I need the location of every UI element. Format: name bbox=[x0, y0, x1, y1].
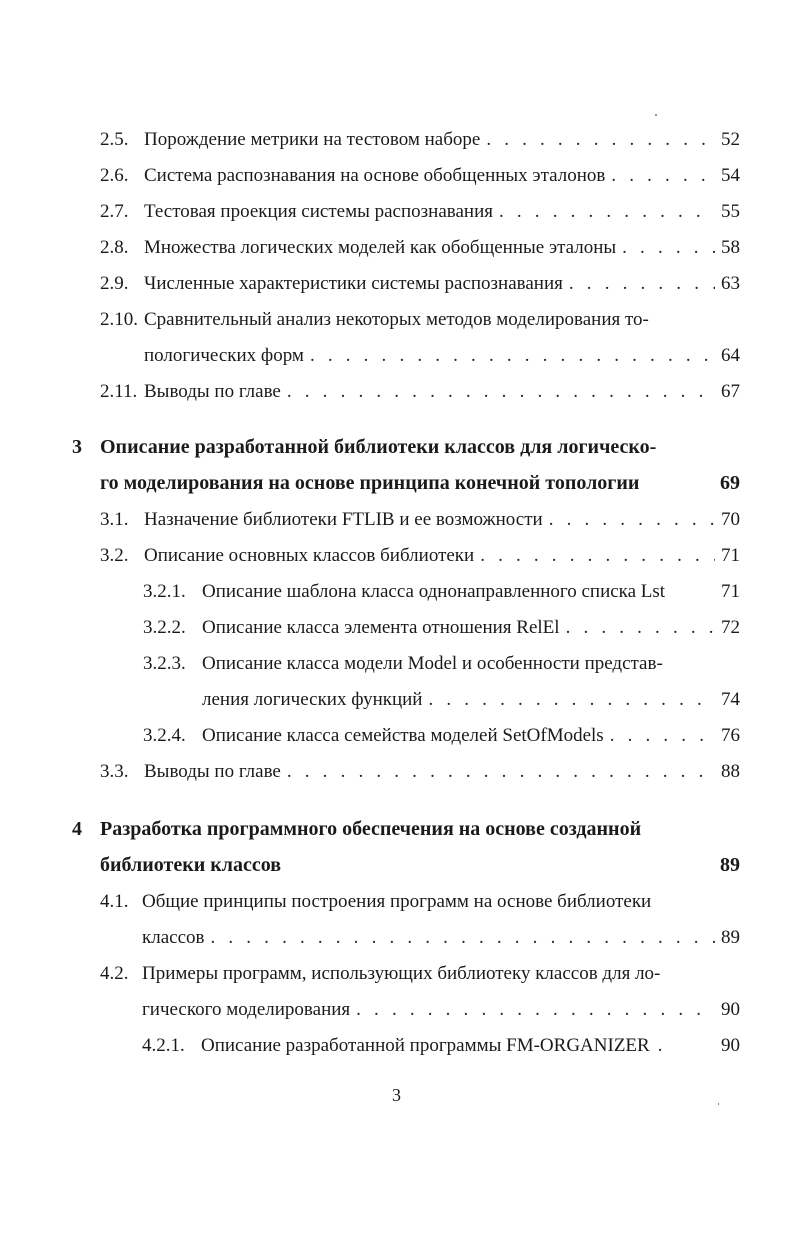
toc-entry[interactable] bbox=[100, 195, 740, 229]
entry-page: 70 bbox=[721, 509, 740, 530]
toc-entry[interactable] bbox=[100, 159, 740, 193]
chapter-number: 3 bbox=[72, 436, 82, 458]
chapter-title-line2[interactable] bbox=[100, 466, 740, 500]
entry-title: Описание шаблона класса однонаправленного списка Lst bbox=[202, 581, 666, 602]
leader-dot: . bbox=[657, 1035, 663, 1056]
entry-number: 3.2.2. bbox=[143, 617, 186, 638]
entry-title: Тестовая проекция системы распознавания bbox=[144, 201, 493, 222]
toc-entry[interactable] bbox=[100, 503, 740, 537]
entry-page: 74 bbox=[721, 689, 740, 710]
leader-dots bbox=[428, 683, 715, 717]
entry-page: 63 bbox=[721, 273, 740, 294]
leader-dots bbox=[356, 993, 715, 1027]
leader-dots bbox=[310, 339, 715, 373]
toc-subentry[interactable] bbox=[143, 719, 740, 753]
entry-title: Выводы по главе bbox=[144, 761, 281, 782]
chapter-number: 4 bbox=[72, 818, 82, 840]
entry-page: 54 bbox=[721, 165, 740, 186]
leader-dots bbox=[569, 267, 715, 301]
entry-number: 2.9. bbox=[100, 273, 129, 294]
chapter-title-line1[interactable]: Разработка программного обеспечения на основе созданной bbox=[100, 818, 642, 840]
entry-title: Выводы по главе bbox=[144, 381, 281, 402]
scan-speck bbox=[718, 1103, 719, 1105]
leader-dots bbox=[610, 719, 715, 753]
entry-page: 52 bbox=[721, 129, 740, 150]
toc-entry-line2[interactable] bbox=[144, 339, 740, 373]
entry-number: 3.3. bbox=[100, 761, 129, 782]
entry-number: 2.8. bbox=[100, 237, 129, 258]
toc-subentry[interactable] bbox=[142, 1029, 740, 1063]
chapter-title-line1[interactable]: Описание разработанной библиотеки классов для логическо- bbox=[100, 436, 657, 458]
entry-title: Описание класса модели Model и особенности представ- bbox=[202, 653, 663, 674]
leader-dots bbox=[210, 921, 715, 955]
entry-page: 76 bbox=[721, 725, 740, 746]
entry-title: Общие принципы построения программ на основе библиотеки bbox=[142, 891, 652, 912]
entry-page: 89 bbox=[721, 927, 740, 948]
toc-subentry-line1[interactable] bbox=[143, 647, 740, 681]
entry-page: 55 bbox=[721, 201, 740, 222]
leader-dots bbox=[622, 231, 715, 265]
entry-page: 67 bbox=[721, 381, 740, 402]
entry-page: 88 bbox=[721, 761, 740, 782]
chapter-title-continued: библиотеки классов bbox=[100, 854, 282, 876]
toc-entry[interactable] bbox=[100, 231, 740, 265]
entry-number: 3.2.1. bbox=[143, 581, 186, 602]
entry-number: 3.2.4. bbox=[143, 725, 186, 746]
entry-title: Описание класса элемента отношения RelEl bbox=[202, 617, 560, 638]
entry-title-continued: ления логических функций bbox=[202, 689, 423, 710]
entry-page: 58 bbox=[721, 237, 740, 258]
entry-title: Назначение библиотеки FTLIB и ее возможности bbox=[144, 509, 543, 530]
entry-number: 3.2.3. bbox=[143, 653, 186, 674]
entry-number: 2.7. bbox=[100, 201, 129, 222]
chapter-title-continued: го моделирования на основе принципа конечной топологии bbox=[100, 472, 640, 494]
entry-title: Численные характеристики системы распознавания bbox=[144, 273, 563, 294]
entry-title: Примеры программ, использующих библиотеку классов для ло- bbox=[142, 963, 661, 984]
leader-dots bbox=[480, 539, 715, 573]
entry-number: 4.2. bbox=[100, 963, 129, 984]
toc-entry[interactable] bbox=[100, 375, 740, 409]
entry-title: Описание основных классов библиотеки bbox=[144, 545, 475, 566]
toc-entry-line1[interactable] bbox=[100, 885, 740, 919]
toc-subentry-line2[interactable] bbox=[202, 683, 740, 717]
toc-entry[interactable] bbox=[100, 267, 740, 301]
entry-title: Описание класса семейства моделей SetOfModels bbox=[202, 725, 604, 746]
toc-entry[interactable] bbox=[100, 539, 740, 573]
entry-page: 71 bbox=[721, 581, 740, 602]
leader-dots bbox=[549, 503, 715, 537]
entry-title: Сравнительный анализ некоторых методов моделирования то- bbox=[144, 309, 649, 330]
leader-dots bbox=[287, 755, 715, 789]
entry-page: 72 bbox=[721, 617, 740, 638]
leader-dots bbox=[499, 195, 715, 229]
toc-entry[interactable] bbox=[100, 755, 740, 789]
entry-number: 2.5. bbox=[100, 129, 129, 150]
entry-title: Порождение метрики на тестовом наборе bbox=[144, 129, 481, 150]
toc-subentry[interactable] bbox=[143, 611, 740, 645]
toc-entry-line1[interactable] bbox=[100, 303, 740, 337]
leader-dots bbox=[566, 611, 715, 645]
entry-title: Описание разработанной программы FM-ORGANIZER bbox=[201, 1035, 650, 1056]
entry-number: 2.10. bbox=[100, 309, 138, 330]
entry-number: 3.2. bbox=[100, 545, 129, 566]
toc-subentry[interactable] bbox=[143, 575, 740, 609]
chapter-title-line2[interactable] bbox=[100, 848, 740, 882]
entry-title: Система распознавания на основе обобщенных эталонов bbox=[144, 165, 606, 186]
entry-page: 90 bbox=[721, 1035, 740, 1056]
leader-dots bbox=[287, 375, 715, 409]
chapter-page: 89 bbox=[720, 854, 740, 876]
entry-title: Множества логических моделей как обобщенные эталоны bbox=[144, 237, 617, 258]
entry-title-continued: гического моделирования bbox=[142, 999, 351, 1020]
scan-speck bbox=[655, 114, 657, 116]
toc-entry-line2[interactable] bbox=[142, 993, 740, 1027]
leader-dots bbox=[611, 159, 715, 193]
toc-entry-line1[interactable] bbox=[100, 957, 740, 991]
entry-number: 3.1. bbox=[100, 509, 129, 530]
entry-page: 90 bbox=[721, 999, 740, 1020]
entry-number: 4.1. bbox=[100, 891, 129, 912]
entry-title-continued: пологических форм bbox=[144, 345, 304, 366]
entry-number: 2.11. bbox=[100, 381, 138, 402]
entry-title-continued: классов bbox=[142, 927, 205, 948]
toc-entry[interactable] bbox=[100, 123, 740, 157]
toc-entry-line2[interactable] bbox=[142, 921, 740, 955]
page-number: 3 bbox=[392, 1085, 401, 1105]
entry-number: 2.6. bbox=[100, 165, 129, 186]
leader-dots bbox=[486, 123, 715, 157]
entry-page: 64 bbox=[721, 345, 740, 366]
entry-page: 71 bbox=[721, 545, 740, 566]
entry-number: 4.2.1. bbox=[142, 1035, 185, 1056]
chapter-page: 69 bbox=[720, 472, 740, 494]
